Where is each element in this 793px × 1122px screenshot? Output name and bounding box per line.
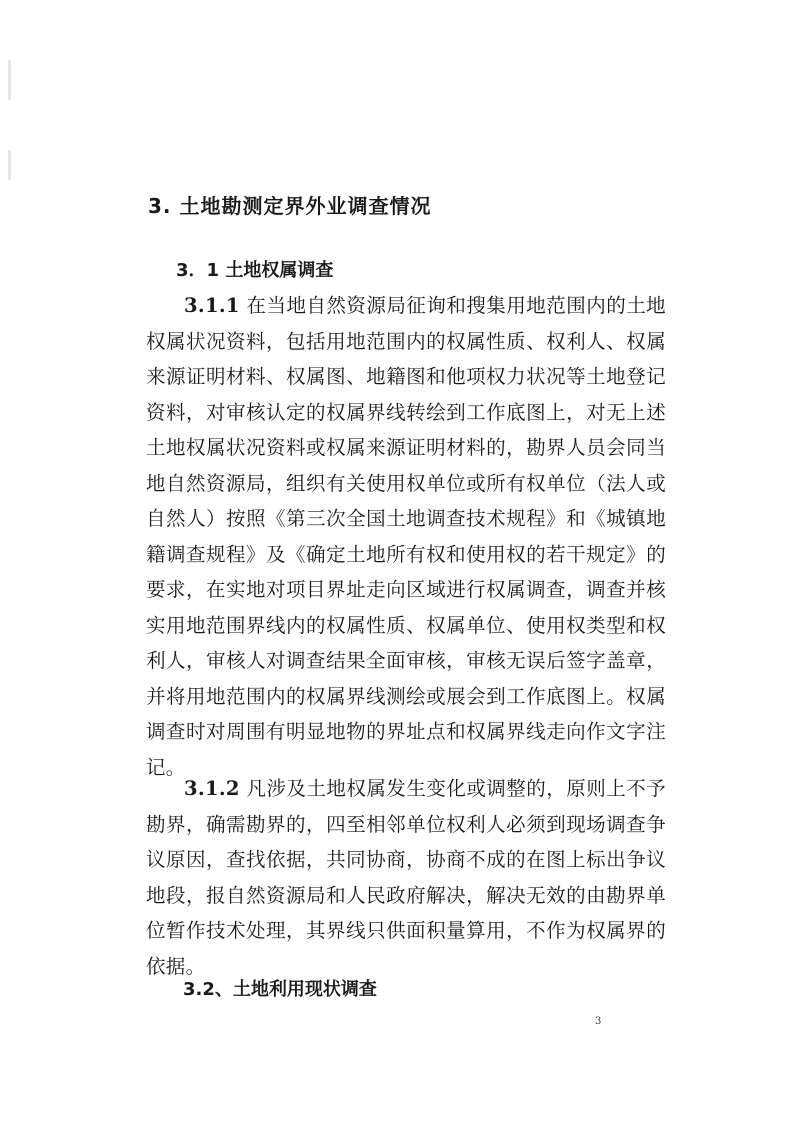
paragraph-3-1-1 xyxy=(146,288,666,785)
paragraph-3-1-2 xyxy=(146,771,666,984)
clause-number: 3.1.2 xyxy=(184,777,240,800)
paragraph-text: 凡涉及土地权属发生变化或调整的，原则上不予勘界，确需勘界的，四至相邻单位权利人必须到现场调查争议原因，查找依据，共同协商，协商不成的在图上标出争议地段，报自然资源局和人民政府解决，解决无效的由勘界单位暂作技术处理，其界线只供面积量算用，不作为权属界的依据。 xyxy=(146,777,666,978)
subsection-title-3-2: 3.2、土地利用现状调查 xyxy=(183,979,377,1000)
scan-edge-mark xyxy=(8,60,11,100)
clause-number: 3.1.1 xyxy=(184,294,240,317)
paragraph-text: 在当地自然资源局征询和搜集用地范围内的土地权属状况资料，包括用地范围内的权属性质、权利人、权属来源证明材料、权属图、地籍图和他项权力状况等土地登记资料，对审核认定的权属界线转绘到工作底图上，对无上述土地权属状况资料或权属来源证明材料的，勘界人员会同当地自然资源局，组织有关使用权单位或所有权单位（法人或自然人）按照《第三次全国土地调查技术规程》和《城镇地籍调查规程》及《确定土地所有权和使用权的若干规定》的要求，在实地对项目界址走向区域进行权属调查，调查并核实用地范围界线内的权属性质、权属单位、使用权类型和权利人，审核人对调查结果全面审核，审核无误后签字盖章，并将用地范围内的权属界线测绘或展会到工作底图上。权属调查时对周围有明显地物的界址点和权属界线走向作文字注记。 xyxy=(146,294,666,779)
subsection-title-3-1: 3．1 土地权属调查 xyxy=(176,260,334,281)
page-number: 3 xyxy=(595,1016,602,1027)
section-heading: 3. 土地勘测定界外业调查情况 xyxy=(148,194,432,218)
scan-edge-mark xyxy=(8,150,11,180)
